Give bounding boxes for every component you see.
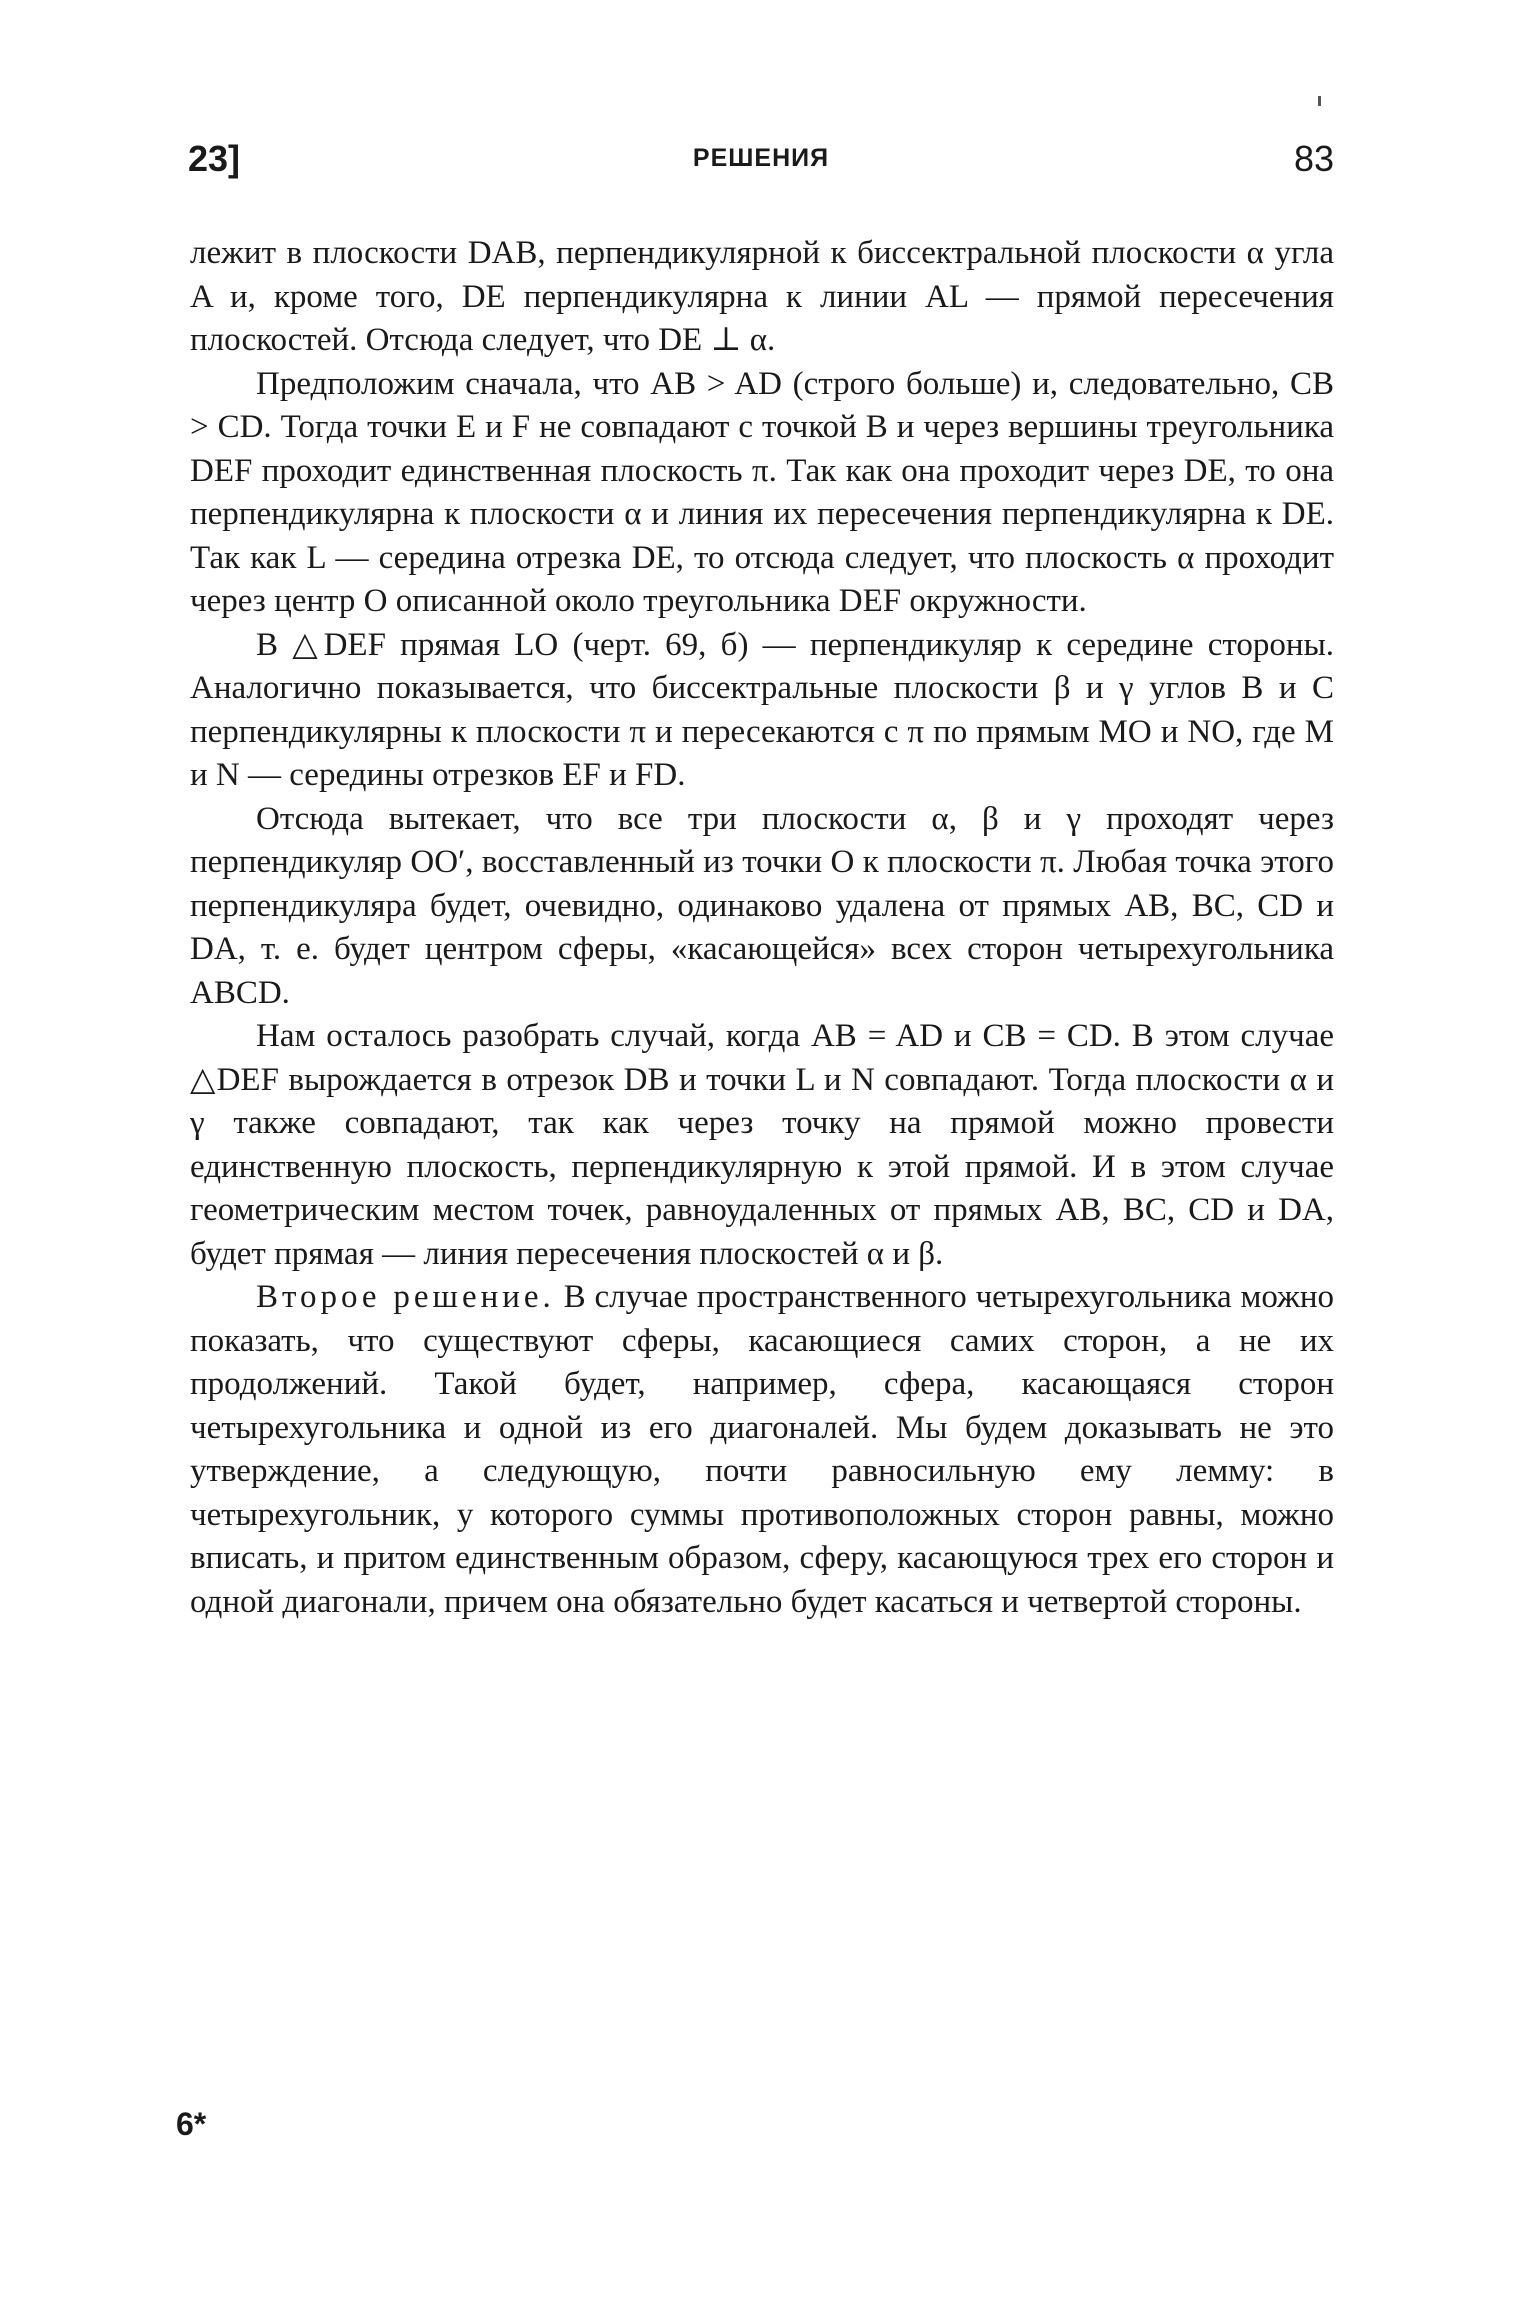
paragraph-1: лежит в плоскости DAB, перпендикулярной к биссектральной плоскости α угла A и, кроме того, DE перпендикулярна к линии AL — прямой пересечения плоскостей. Отсюда следует, что DE ⊥ α. [190,235,1334,358]
section-number: 23] [188,138,241,179]
paragraph-2: Предположим сначала, что AB > AD (строго больше) и, следовательно, CB > CD. Тогда точки E и F не совпадают с точкой B и через вершины треугольника DEF проходит единственная плоскость π. Так как она проходит через DE, то она перпендикулярна к плоскости α и линия их пересечения перпендикулярна к DE. Так как L — середина отрезка DE, то отсюда следует, что плоскость α проходит через центр O описанной около треугольника DEF окружности. [190,365,1334,619]
paragraph-3: В △DEF прямая LO (черт. 69, б) — перпендикуляр к середине стороны. Аналогично показывается, что биссектральные плоскости β и γ углов B и C перпендикулярны к плоскости π и пересекаются с π по прямым MO и NO, где M и N — середины отрезков EF и FD. [190,626,1334,793]
paragraph-5: Нам осталось разобрать случай, когда AB = AD и CB = CD. В этом случае △DEF вырождается в отрезок DB и точки L и N совпадают. Тогда плоскости α и γ также совпадают, так как через точку на прямой можно провести единственную плоскость, перпендикулярную к этой прямой. И в этом случае геометрическим местом точек, равноудаленных от прямых AB, BC, CD и DA, будет прямая — линия пересечения плоскостей α и β. [190,1018,1334,1272]
page-number: 83 [1293,138,1334,179]
running-head [188,138,1334,188]
scan-mark [1318,96,1321,106]
paragraph-4: Отсюда вытекает, что все три плоскости α, β и γ проходят через перпендикуляр OO′, восставленный из точки O к плоскости π. Любая точка этого перпендикуляра будет, очевидно, одинаково удалена от прямых AB, BC, CD и DA, т. е. будет центром сферы, «касающейся» всех сторон четырехугольника ABCD. [190,800,1334,1011]
second-solution-lead: Второе решение. [256,1279,555,1315]
second-solution-text: В случае пространственного четырехугольника можно показать, что существуют сферы, касающиеся самих сторон, а не их продолжений. Такой будет, например, сфера, касающаяся сторон четырехугольника и одной из его диагоналей. Мы будем доказывать не это утверждение, а следующую, почти равносильную ему лемму: в четырехугольник, у которого суммы противоположных сторон равны, можно вписать, и притом единственным образом, сферу, касающуюся трех его сторон и одной диагонали, причем она обязательно будет касаться и четвертой стороны. [190,1279,1335,1620]
paragraph-6 [190,1276,1334,1624]
body-text [190,232,1334,1624]
printer-signature: 6* [176,2106,207,2142]
running-title: РЕШЕНИЯ [692,144,830,172]
